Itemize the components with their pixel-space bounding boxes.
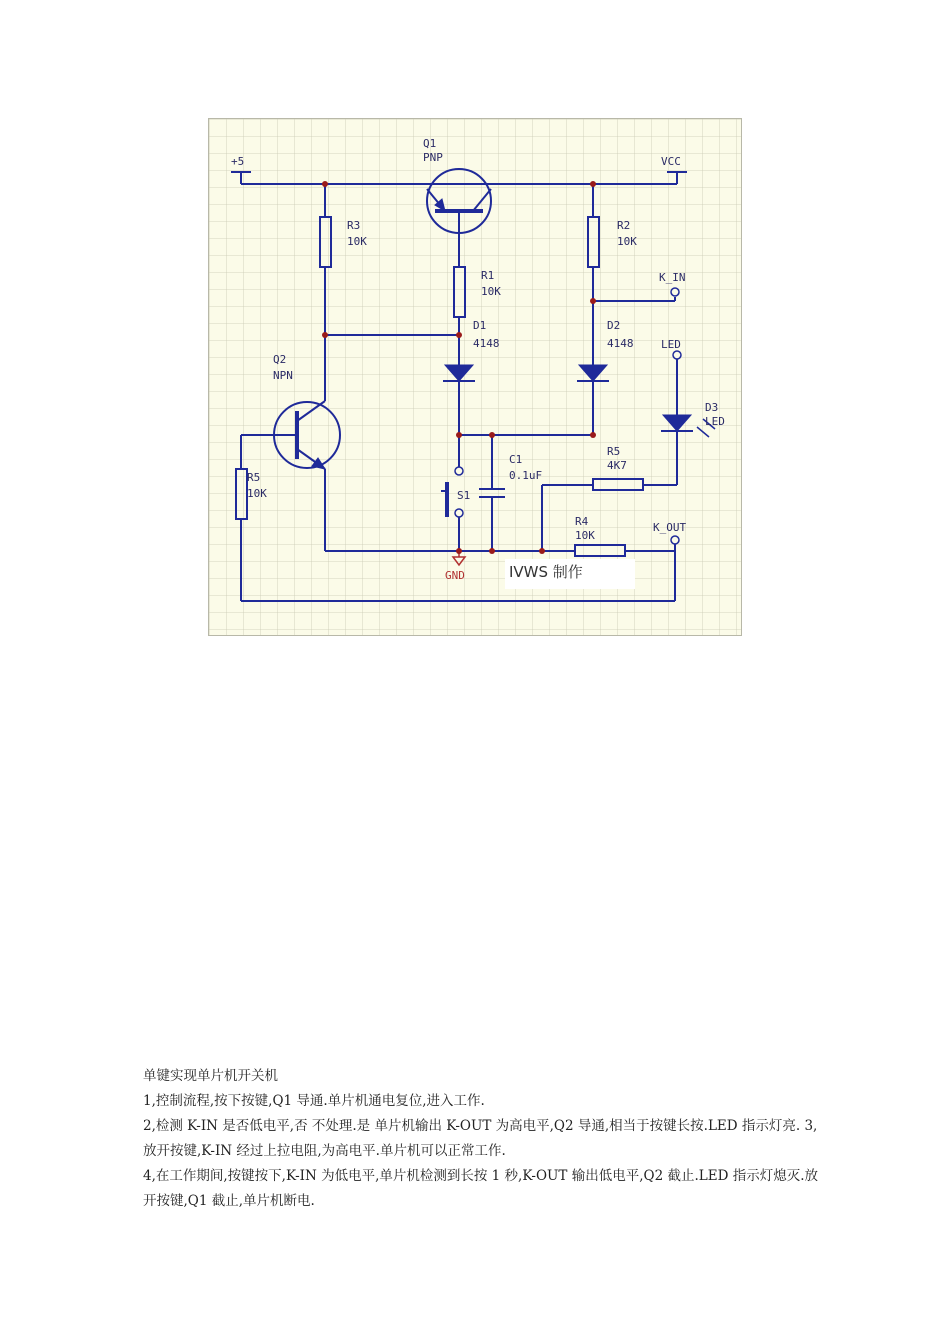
label-r5a-ref: R5 <box>607 445 621 458</box>
label-r4-ref: R4 <box>575 515 589 528</box>
label-d2-ref: D2 <box>607 319 621 332</box>
label-d2-val: 4148 <box>607 337 634 350</box>
label-d3-ref: D3 <box>705 401 719 414</box>
label-s1-ref: S1 <box>457 489 471 502</box>
label-q2-ref: Q2 <box>273 353 287 366</box>
label-q2-type: NPN <box>273 369 293 382</box>
label-k-out: K_OUT <box>653 521 687 534</box>
label-c1-val: 0.1uF <box>509 469 543 482</box>
pin-k-out <box>671 536 679 544</box>
label-k-in: K_IN <box>659 271 686 284</box>
description-step-2-3: 2,检测 K-IN 是否低电平,否 不处理.是 单片机输出 K-OUT 为高电平,Q2 导通,相当于按键长按.LED 指示灯亮. 3,放开按键,K-IN 经过上拉电阻,为高电平.单片机可以正常工作. <box>143 1118 818 1159</box>
label-vcc: VCC <box>661 155 681 168</box>
label-r5b-ref: R5 <box>247 471 261 484</box>
label-r3-ref: R3 <box>347 219 361 232</box>
label-r2-val: 10K <box>617 235 637 248</box>
pin-led <box>673 351 681 359</box>
switch-s1-contact-top <box>455 467 463 475</box>
label-d1-val: 4148 <box>473 337 500 350</box>
label-d1-ref: D1 <box>473 319 487 332</box>
label-r1-val: 10K <box>481 285 501 298</box>
label-q1-type: PNP <box>423 151 443 164</box>
description-block <box>143 1064 823 1214</box>
description-title: 单键实现单片机开关机 <box>143 1068 278 1084</box>
switch-s1-contact-bottom <box>455 509 463 517</box>
label-r4-val: 10K <box>575 529 595 542</box>
label-r5b-val: 10K <box>247 487 267 500</box>
label-gnd: GND <box>445 569 465 582</box>
pin-k-in <box>671 288 679 296</box>
label-c1-ref: C1 <box>509 453 523 466</box>
watermark-text: IVWS 制作 <box>509 563 583 581</box>
label-led-pin: LED <box>661 338 681 351</box>
label-r2-ref: R2 <box>617 219 631 232</box>
description-step-4: 4,在工作期间,按键按下,K-IN 为低电平,单片机检测到长按 1 秒,K-OUT 输出低电平,Q2 截止.LED 指示灯熄灭.放开按键,Q1 截止,单片机断电. <box>143 1168 818 1209</box>
label-r5a-val: 4K7 <box>607 459 627 472</box>
label-d3-val: LED <box>705 415 725 428</box>
label-plus5: +5 <box>231 155 245 168</box>
label-r3-val: 10K <box>347 235 367 248</box>
description-step-1: 1,控制流程,按下按键,Q1 导通.单片机通电复位,进入工作. <box>143 1093 485 1109</box>
label-q1-ref: Q1 <box>423 137 437 150</box>
circuit-schematic <box>208 118 742 636</box>
label-r1-ref: R1 <box>481 269 495 282</box>
